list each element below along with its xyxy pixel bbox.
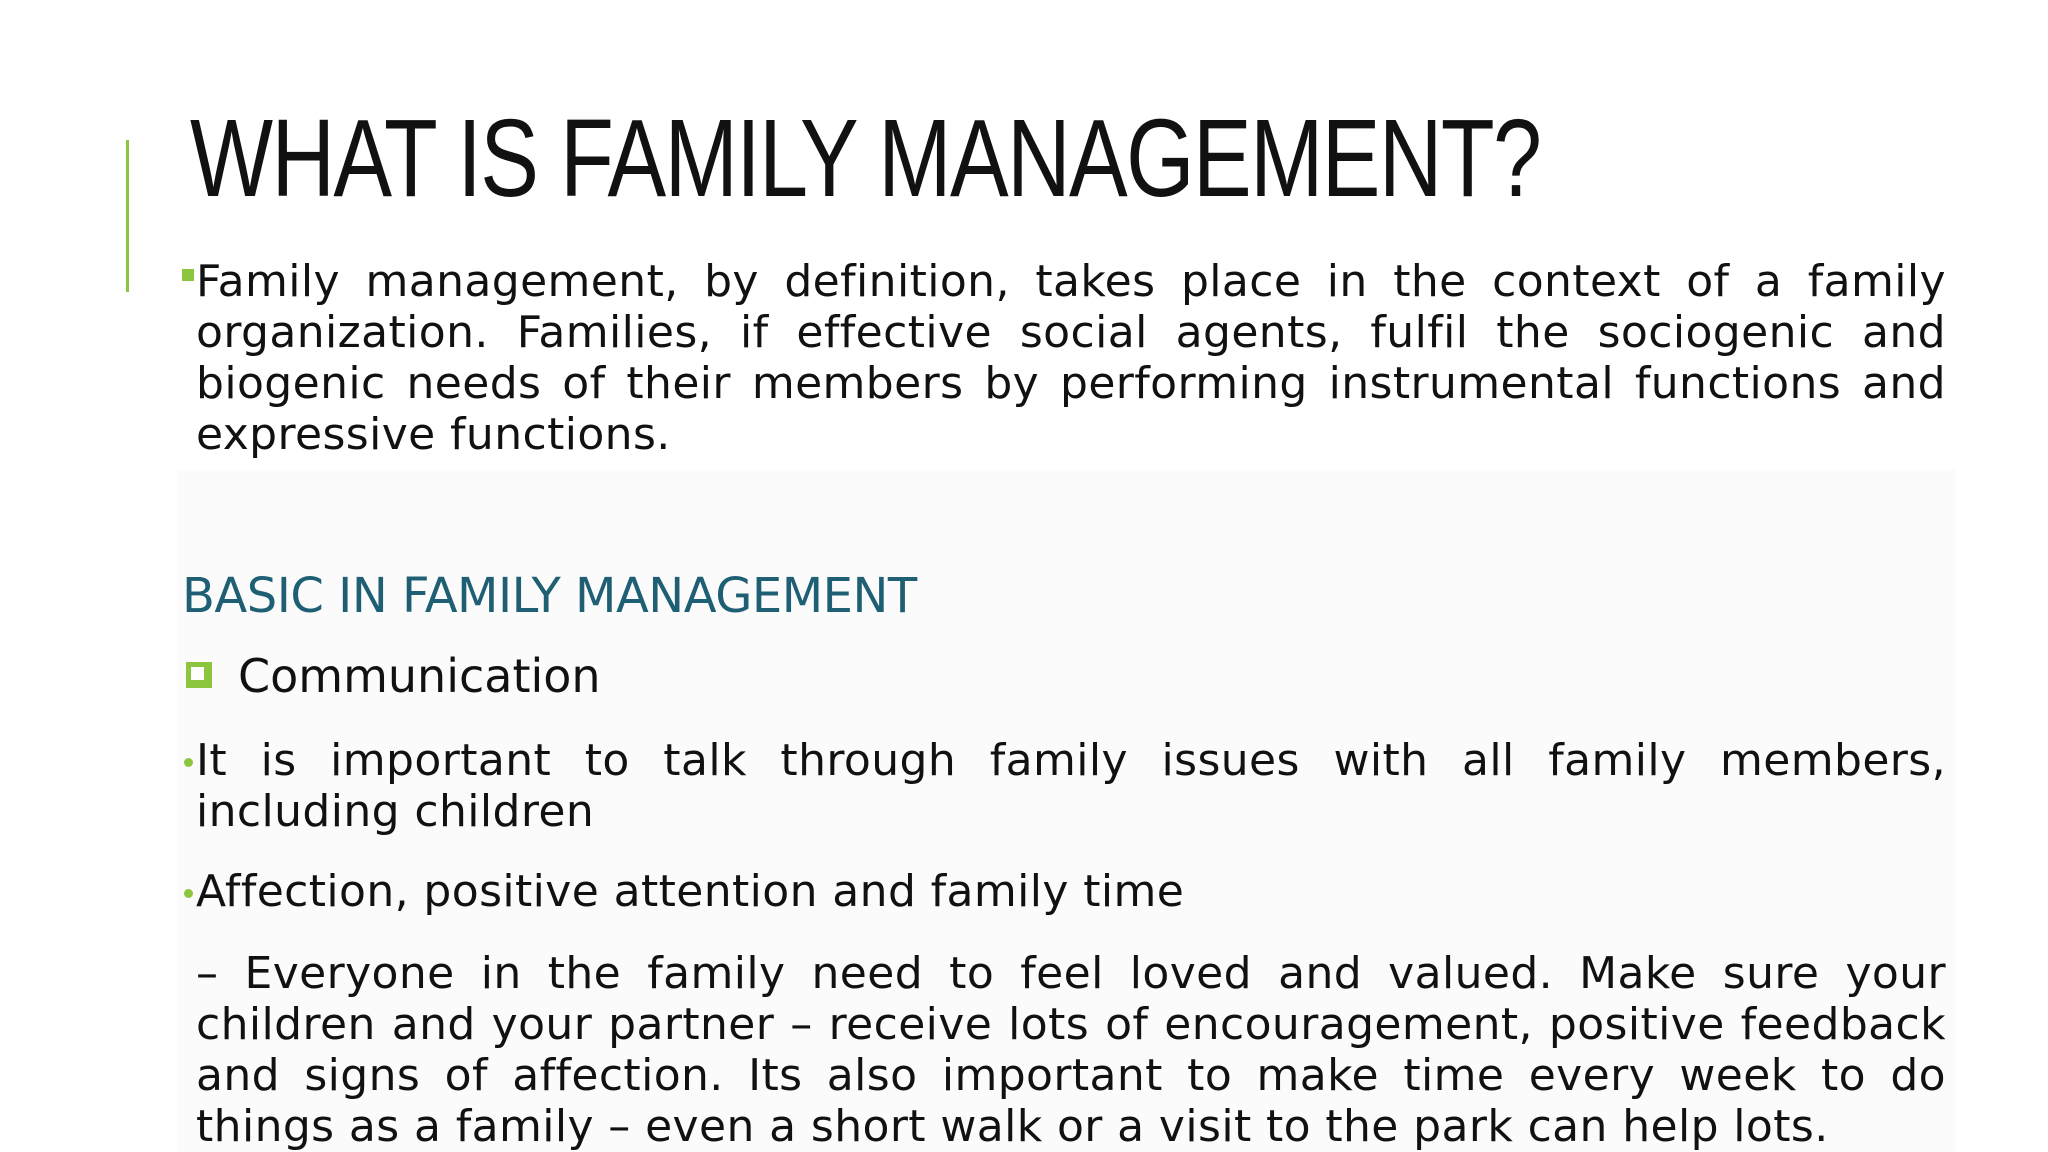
slide-title: WHAT IS FAMILY MANAGEMENT?: [190, 97, 1541, 220]
point-paragraph: Affection, positive attention and family time: [196, 866, 1185, 917]
dot-bullet-icon: [184, 758, 193, 767]
dot-bullet-icon: [184, 889, 193, 898]
topic-label: Communication: [238, 649, 601, 703]
title-accent-bar: [126, 140, 129, 292]
point-paragraph: It is important to talk through family issues with all family members, including children: [196, 735, 1946, 837]
checkbox-icon: [186, 662, 212, 688]
intro-paragraph: Family management, by definition, takes place in the context of a family organization. Families, if effective social agents, fulfil the sociogenic and biogenic needs of their members by performing instrumental functions and expressive functions.: [196, 256, 1946, 460]
square-bullet-icon: [182, 269, 194, 281]
detail-paragraph: – Everyone in the family need to feel loved and valued. Make sure your children and your partner – receive lots of encouragement, positive feedback and signs of affection. Its also important to make time every week to do things as a family – even a short walk or a visit to the park can help lots.: [196, 948, 1946, 1152]
section-heading: BASIC IN FAMILY MANAGEMENT: [182, 568, 917, 624]
